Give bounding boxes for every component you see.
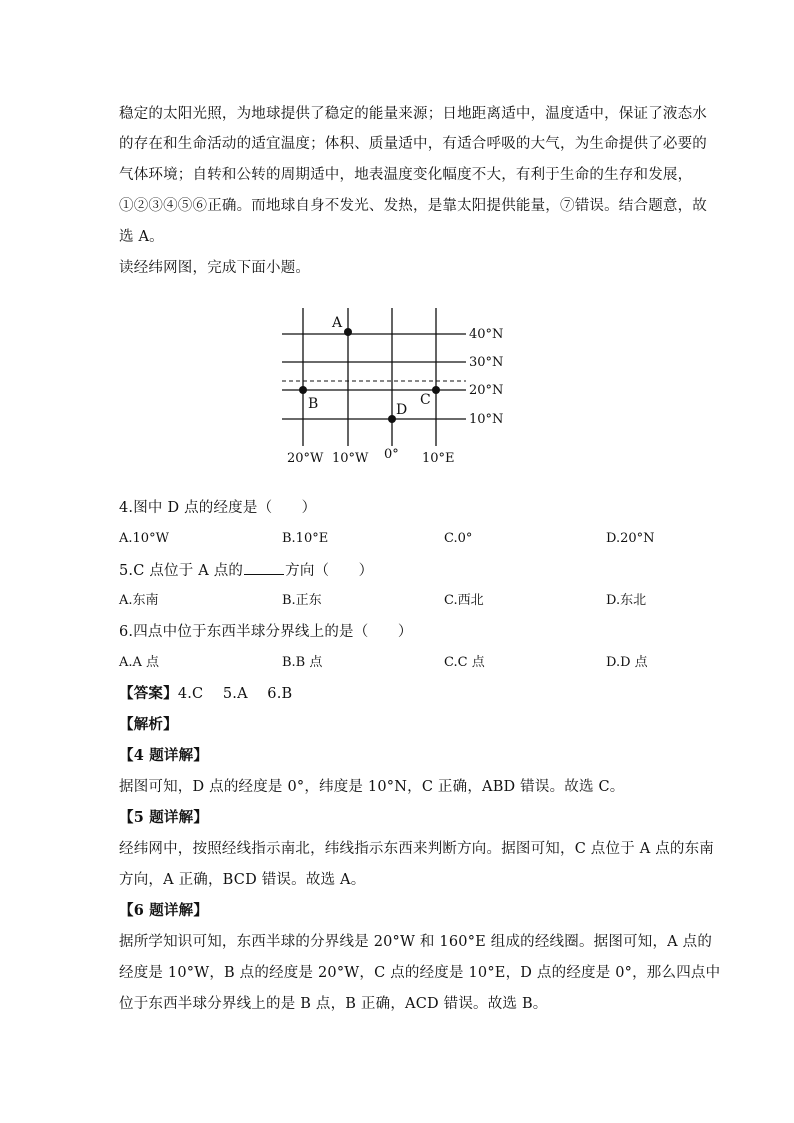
question-4-stem: 4.图中 D 点的经度是（ ）	[119, 500, 317, 516]
graticule-figure	[270, 298, 520, 470]
q6-option-a: A.A 点	[119, 655, 160, 670]
question-5-stem	[119, 560, 373, 581]
q4-option-b: B.10°E	[282, 531, 329, 546]
answer-line	[119, 684, 292, 704]
q5-stem-end: 方向（ ）	[285, 563, 374, 579]
q6-option-c: C.C 点	[444, 655, 485, 670]
lon-label-0: 0°	[384, 447, 399, 462]
q5-option-d: D.东北	[606, 593, 647, 608]
intro-line-3: 气体环境；自转和公转的周期适中，地表温度变化幅度不大，有利于生命的生存和发展，	[119, 167, 693, 183]
point-c-dot	[432, 386, 440, 394]
lon-label-10e: 10°E	[422, 451, 455, 466]
analysis-label: 【解析】	[119, 716, 178, 733]
q6-option-b: B.B 点	[282, 655, 323, 670]
q5-option-a: A.东南	[119, 593, 159, 608]
question-6-stem: 6.四点中位于东西半球分界线上的是（ ）	[119, 624, 413, 640]
point-d-label: D	[396, 402, 408, 418]
point-d-dot	[388, 415, 396, 423]
q6-option-d: D.D 点	[606, 655, 648, 670]
q4-option-a: A.10°W	[119, 531, 169, 546]
point-b-label: B	[308, 396, 319, 412]
q5-option-c: C.西北	[444, 593, 484, 608]
q5-answer-blank	[244, 560, 284, 575]
answer-text: 4.C 5.A 6.B	[177, 686, 293, 702]
point-a-label: A	[332, 315, 343, 331]
detail-5-line-1: 经纬网中，按照经线指示南北，纬线指示东西来判断方向。据图可知，C 点位于 A 点的东南	[119, 841, 714, 857]
detail-4-line-1: 据图可知，D 点的经度是 0°，纬度是 10°N，C 正确，ABD 错误。故选 C。	[119, 779, 625, 795]
detail-6-heading: 【6 题详解】	[119, 902, 209, 919]
detail-4-heading: 【4 题详解】	[119, 747, 209, 764]
intro-line-2: 的存在和生命活动的适宜温度；体积、质量适中，有适合呼吸的大气，为生命提供了必要的	[119, 136, 707, 152]
lat-label-30n: 30°N	[469, 355, 504, 370]
q4-option-c: C.0°	[444, 531, 473, 546]
point-c-label: C	[420, 392, 431, 408]
lat-label-20n: 20°N	[469, 383, 504, 398]
detail-6-line-1: 据所学知识可知，东西半球的分界线是 20°W 和 160°E 组成的经线圈。据图可知，A 点的	[119, 934, 713, 950]
point-a-dot	[344, 328, 352, 336]
detail-5-heading: 【5 题详解】	[119, 809, 209, 826]
intro-line-5: 选 A。	[119, 229, 164, 245]
point-b-dot	[299, 386, 307, 394]
instruction-text: 读经纬网图，完成下面小题。	[119, 260, 311, 276]
lon-label-20w: 20°W	[287, 451, 324, 466]
lon-label-10w: 10°W	[332, 451, 369, 466]
answer-label: 【答案】	[119, 685, 178, 702]
lat-label-10n: 10°N	[469, 412, 504, 427]
graticule-svg	[270, 298, 520, 470]
q5-option-b: B.正东	[282, 593, 322, 608]
lat-label-40n: 40°N	[469, 327, 504, 342]
q4-option-d: D.20°N	[606, 531, 655, 546]
detail-6-line-2: 经度是 10°W，B 点的经度是 20°W，C 点的经度是 10°E，D 点的经度是 0°，那么四点中	[119, 965, 721, 981]
intro-line-4: ①②③④⑤⑥正确。而地球自身不发光、发热，是靠太阳提供能量，⑦错误。结合题意，故	[119, 198, 707, 214]
q5-stem-start: 5.C 点位于 A 点的	[119, 563, 244, 579]
intro-line-1: 稳定的太阳光照，为地球提供了稳定的能量来源；日地距离适中，温度适中，保证了液态水	[119, 106, 707, 122]
detail-5-line-2: 方向，A 正确，BCD 错误。故选 A。	[119, 872, 366, 888]
detail-6-line-3: 位于东西半球分界线上的是 B 点，B 正确，ACD 错误。故选 B。	[119, 996, 548, 1012]
